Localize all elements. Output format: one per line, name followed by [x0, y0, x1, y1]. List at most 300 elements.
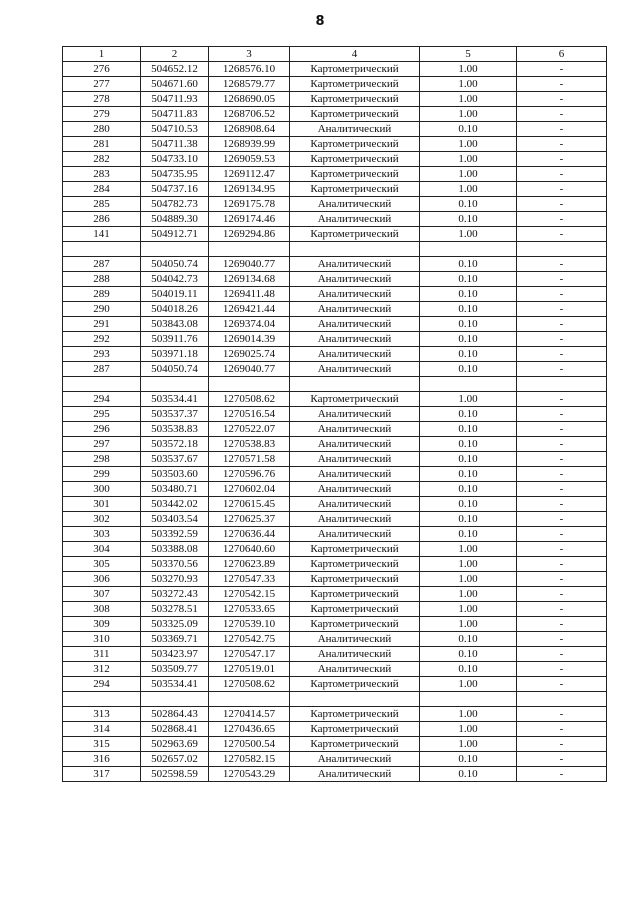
table-cell: 1.00 — [420, 707, 517, 722]
table-cell: - — [517, 167, 607, 182]
table-cell: 288 — [63, 272, 141, 287]
table-cell: Картометрический — [290, 722, 420, 737]
table-row — [63, 227, 607, 242]
table-cell: - — [517, 362, 607, 377]
table-cell: 1.00 — [420, 677, 517, 692]
table-cell: 1268939.99 — [209, 137, 290, 152]
table-cell: - — [517, 392, 607, 407]
table-cell: - — [517, 287, 607, 302]
table-cell: 0.10 — [420, 767, 517, 782]
table-cell: Аналитический — [290, 632, 420, 647]
table-cell: 285 — [63, 197, 141, 212]
table-cell: Картометрический — [290, 107, 420, 122]
empty-cell — [517, 692, 607, 707]
table-cell: 504889.30 — [141, 212, 209, 227]
table-cell: 0.10 — [420, 317, 517, 332]
table-cell: 304 — [63, 542, 141, 557]
table-cell: - — [517, 647, 607, 662]
empty-cell — [141, 377, 209, 392]
empty-cell — [63, 377, 141, 392]
table-cell: 1269025.74 — [209, 347, 290, 362]
table-cell: 503370.56 — [141, 557, 209, 572]
empty-cell — [141, 242, 209, 257]
table-cell: 307 — [63, 587, 141, 602]
table-cell: - — [517, 767, 607, 782]
table-cell: Аналитический — [290, 362, 420, 377]
table-row — [63, 392, 607, 407]
table-cell: Аналитический — [290, 647, 420, 662]
table-cell: 1270602.04 — [209, 482, 290, 497]
table-cell: 503911.76 — [141, 332, 209, 347]
table-cell: - — [517, 182, 607, 197]
table-cell: - — [517, 92, 607, 107]
table-cell: - — [517, 257, 607, 272]
table-cell: Картометрический — [290, 557, 420, 572]
table-row — [63, 527, 607, 542]
table-cell: 1269059.53 — [209, 152, 290, 167]
table-row — [63, 152, 607, 167]
empty-cell — [63, 692, 141, 707]
table-cell: - — [517, 467, 607, 482]
group-separator-row — [63, 377, 607, 392]
table-cell: 1270516.54 — [209, 407, 290, 422]
table-cell: - — [517, 452, 607, 467]
table-row — [63, 662, 607, 677]
table-cell: - — [517, 407, 607, 422]
table-cell: 317 — [63, 767, 141, 782]
table-cell: 503509.77 — [141, 662, 209, 677]
table-cell: 294 — [63, 677, 141, 692]
table-row — [63, 272, 607, 287]
table-cell: Картометрический — [290, 677, 420, 692]
empty-cell — [517, 377, 607, 392]
table-cell: 276 — [63, 62, 141, 77]
table-cell: Аналитический — [290, 662, 420, 677]
table-cell: 1.00 — [420, 227, 517, 242]
table-cell: 502963.69 — [141, 737, 209, 752]
table-cell: 0.10 — [420, 257, 517, 272]
table-cell: 1270640.60 — [209, 542, 290, 557]
table-cell: 1.00 — [420, 152, 517, 167]
table-row — [63, 137, 607, 152]
table-row — [63, 497, 607, 512]
table-cell: 1270436.65 — [209, 722, 290, 737]
table-row — [63, 212, 607, 227]
table-cell: 1270547.33 — [209, 572, 290, 587]
table-cell: 503442.02 — [141, 497, 209, 512]
table-cell: 1.00 — [420, 137, 517, 152]
table-cell: - — [517, 617, 607, 632]
table-body — [63, 62, 607, 782]
table-cell: 1.00 — [420, 182, 517, 197]
table-cell: 503534.41 — [141, 392, 209, 407]
table-cell: - — [517, 602, 607, 617]
table-cell: 504050.74 — [141, 362, 209, 377]
table-cell: - — [517, 707, 607, 722]
table-cell: - — [517, 482, 607, 497]
table-cell: 504711.93 — [141, 92, 209, 107]
table-cell: 504737.16 — [141, 182, 209, 197]
table-cell: 298 — [63, 452, 141, 467]
table-cell: - — [517, 227, 607, 242]
table-cell: - — [517, 662, 607, 677]
table-cell: 279 — [63, 107, 141, 122]
table-cell: 0.10 — [420, 647, 517, 662]
table-cell: 0.10 — [420, 272, 517, 287]
table-cell: Картометрический — [290, 737, 420, 752]
table-cell: 277 — [63, 77, 141, 92]
table-cell: Картометрический — [290, 167, 420, 182]
table-cell: 316 — [63, 752, 141, 767]
table-cell: 283 — [63, 167, 141, 182]
table-cell: 504018.26 — [141, 302, 209, 317]
table-row — [63, 617, 607, 632]
table-cell: 502657.02 — [141, 752, 209, 767]
empty-cell — [209, 692, 290, 707]
table-cell: 1270508.62 — [209, 677, 290, 692]
table-cell: - — [517, 422, 607, 437]
table-cell: 1270522.07 — [209, 422, 290, 437]
table-row — [63, 122, 607, 137]
table-row — [63, 407, 607, 422]
table-cell: - — [517, 497, 607, 512]
table-cell: 1.00 — [420, 92, 517, 107]
table-cell: 504711.38 — [141, 137, 209, 152]
table-cell: 504671.60 — [141, 77, 209, 92]
empty-cell — [420, 377, 517, 392]
table-cell: Аналитический — [290, 347, 420, 362]
table-cell: 312 — [63, 662, 141, 677]
table-cell: 0.10 — [420, 122, 517, 137]
table-cell: 1268576.10 — [209, 62, 290, 77]
table-cell: 1270500.54 — [209, 737, 290, 752]
table-cell: - — [517, 677, 607, 692]
table-cell: 0.10 — [420, 407, 517, 422]
table-cell: 504782.73 — [141, 197, 209, 212]
table-cell: 502864.43 — [141, 707, 209, 722]
table-cell: 1270538.83 — [209, 437, 290, 452]
coordinates-table — [62, 46, 607, 782]
table-cell: Аналитический — [290, 197, 420, 212]
table-cell: 1.00 — [420, 107, 517, 122]
table-cell: Картометрический — [290, 707, 420, 722]
table-cell: Аналитический — [290, 272, 420, 287]
table-cell: 1.00 — [420, 602, 517, 617]
table-cell: 1.00 — [420, 167, 517, 182]
table-cell: 1270543.29 — [209, 767, 290, 782]
table-cell: 1270623.89 — [209, 557, 290, 572]
table-cell: 503272.43 — [141, 587, 209, 602]
table-cell: Аналитический — [290, 527, 420, 542]
table-cell: 503971.18 — [141, 347, 209, 362]
table-row — [63, 197, 607, 212]
table-cell: - — [517, 302, 607, 317]
column-header: 3 — [209, 47, 290, 62]
table-cell: Аналитический — [290, 437, 420, 452]
table-row — [63, 707, 607, 722]
table-cell: 1269040.77 — [209, 257, 290, 272]
table-cell: 503537.37 — [141, 407, 209, 422]
table-cell: 1.00 — [420, 77, 517, 92]
page-number: 8 — [315, 14, 325, 29]
table-row — [63, 332, 607, 347]
empty-cell — [63, 242, 141, 257]
table-cell: - — [517, 332, 607, 347]
table-cell: Аналитический — [290, 302, 420, 317]
table-cell: 1270414.57 — [209, 707, 290, 722]
table-row — [63, 422, 607, 437]
table-cell: 305 — [63, 557, 141, 572]
table-cell: 0.10 — [420, 212, 517, 227]
table-cell: 306 — [63, 572, 141, 587]
table-cell: 278 — [63, 92, 141, 107]
table-row — [63, 287, 607, 302]
table-cell: 301 — [63, 497, 141, 512]
table-cell: - — [517, 587, 607, 602]
table-cell: 281 — [63, 137, 141, 152]
table-cell: 503534.41 — [141, 677, 209, 692]
table-cell: 502598.59 — [141, 767, 209, 782]
table-cell: Картометрический — [290, 62, 420, 77]
table-cell: 1270596.76 — [209, 467, 290, 482]
table-cell: 0.10 — [420, 362, 517, 377]
table-cell: 503392.59 — [141, 527, 209, 542]
table-cell: Картометрический — [290, 392, 420, 407]
table-cell: 0.10 — [420, 482, 517, 497]
table-cell: 504733.10 — [141, 152, 209, 167]
table-cell: 287 — [63, 362, 141, 377]
table-cell: 309 — [63, 617, 141, 632]
table-cell: 0.10 — [420, 662, 517, 677]
table-cell: 308 — [63, 602, 141, 617]
table-cell: 289 — [63, 287, 141, 302]
table-cell: 299 — [63, 467, 141, 482]
table-cell: 1270615.45 — [209, 497, 290, 512]
table-cell: 0.10 — [420, 347, 517, 362]
table-row — [63, 542, 607, 557]
table-row — [63, 302, 607, 317]
table-cell: 1270542.15 — [209, 587, 290, 602]
table-cell: 503369.71 — [141, 632, 209, 647]
empty-cell — [141, 692, 209, 707]
empty-cell — [420, 242, 517, 257]
table-cell: 286 — [63, 212, 141, 227]
table-cell: 1.00 — [420, 587, 517, 602]
table-cell: 1268908.64 — [209, 122, 290, 137]
table-cell: - — [517, 347, 607, 362]
table-cell: 503403.54 — [141, 512, 209, 527]
table-cell: 311 — [63, 647, 141, 662]
empty-cell — [420, 692, 517, 707]
table-cell: Аналитический — [290, 122, 420, 137]
table-cell: Картометрический — [290, 587, 420, 602]
table-row — [63, 362, 607, 377]
table-cell: 313 — [63, 707, 141, 722]
table-cell: 0.10 — [420, 527, 517, 542]
table-cell: 314 — [63, 722, 141, 737]
table-cell: 0.10 — [420, 452, 517, 467]
table-cell: 302 — [63, 512, 141, 527]
table-cell: 504652.12 — [141, 62, 209, 77]
table-cell: 1269134.95 — [209, 182, 290, 197]
table-cell: Аналитический — [290, 467, 420, 482]
table-cell: 504912.71 — [141, 227, 209, 242]
table-cell: 504710.53 — [141, 122, 209, 137]
table-cell: 1269174.46 — [209, 212, 290, 227]
table-cell: 0.10 — [420, 197, 517, 212]
table-cell: 1270547.17 — [209, 647, 290, 662]
table-cell: 282 — [63, 152, 141, 167]
table-cell: 1.00 — [420, 737, 517, 752]
table-cell: Аналитический — [290, 752, 420, 767]
table-cell: 1270533.65 — [209, 602, 290, 617]
table-cell: Картометрический — [290, 182, 420, 197]
table-cell: Картометрический — [290, 542, 420, 557]
table-row — [63, 167, 607, 182]
table-cell: 504042.73 — [141, 272, 209, 287]
empty-cell — [209, 377, 290, 392]
empty-cell — [290, 692, 420, 707]
table-cell: 0.10 — [420, 632, 517, 647]
table-cell: - — [517, 122, 607, 137]
table-cell: 297 — [63, 437, 141, 452]
table-cell: 295 — [63, 407, 141, 422]
table-cell: Аналитический — [290, 407, 420, 422]
table-cell: 1270625.37 — [209, 512, 290, 527]
group-separator-row — [63, 692, 607, 707]
table-row — [63, 572, 607, 587]
table-cell: 0.10 — [420, 497, 517, 512]
empty-cell — [290, 377, 420, 392]
table-row — [63, 347, 607, 362]
table-cell: 290 — [63, 302, 141, 317]
table-cell: Картометрический — [290, 92, 420, 107]
table-cell: 1268579.77 — [209, 77, 290, 92]
table-cell: - — [517, 542, 607, 557]
table-cell: 504735.95 — [141, 167, 209, 182]
table-cell: Картометрический — [290, 617, 420, 632]
table-cell: - — [517, 197, 607, 212]
table-cell: 1269421.44 — [209, 302, 290, 317]
column-header: 4 — [290, 47, 420, 62]
table-cell: 504711.83 — [141, 107, 209, 122]
table-cell: 504019.11 — [141, 287, 209, 302]
table-cell: 503325.09 — [141, 617, 209, 632]
table-cell: Картометрический — [290, 572, 420, 587]
table-cell: 1269112.47 — [209, 167, 290, 182]
table-cell: 503538.83 — [141, 422, 209, 437]
table-cell: Картометрический — [290, 227, 420, 242]
table-cell: 503572.18 — [141, 437, 209, 452]
table-cell: 1270519.01 — [209, 662, 290, 677]
table-cell: 503278.51 — [141, 602, 209, 617]
table-cell: 1.00 — [420, 62, 517, 77]
table-row — [63, 482, 607, 497]
column-header: 2 — [141, 47, 209, 62]
table-header-row — [63, 47, 607, 62]
table-cell: 503843.08 — [141, 317, 209, 332]
table-cell: Аналитический — [290, 452, 420, 467]
table-row — [63, 77, 607, 92]
table-row — [63, 632, 607, 647]
table-cell: - — [517, 62, 607, 77]
table-cell: Аналитический — [290, 497, 420, 512]
table-row — [63, 722, 607, 737]
table-cell: Аналитический — [290, 257, 420, 272]
table-cell: 294 — [63, 392, 141, 407]
empty-cell — [290, 242, 420, 257]
table-cell: - — [517, 77, 607, 92]
table-cell: - — [517, 752, 607, 767]
table-cell: - — [517, 557, 607, 572]
table-cell: 1.00 — [420, 572, 517, 587]
table-cell: 1270571.58 — [209, 452, 290, 467]
table-row — [63, 182, 607, 197]
table-cell: 1269374.04 — [209, 317, 290, 332]
table-cell: 1270542.75 — [209, 632, 290, 647]
table-cell: 1269134.68 — [209, 272, 290, 287]
table-cell: Аналитический — [290, 332, 420, 347]
table-cell: 504050.74 — [141, 257, 209, 272]
empty-cell — [517, 242, 607, 257]
table-cell: 296 — [63, 422, 141, 437]
table-cell: - — [517, 572, 607, 587]
table-cell: 503388.08 — [141, 542, 209, 557]
table-cell: 503270.93 — [141, 572, 209, 587]
table-cell: Аналитический — [290, 422, 420, 437]
table-cell: Картометрический — [290, 602, 420, 617]
table-cell: 1.00 — [420, 557, 517, 572]
table-row — [63, 437, 607, 452]
table-cell: 503423.97 — [141, 647, 209, 662]
table-cell: Картометрический — [290, 152, 420, 167]
table-cell: 503503.60 — [141, 467, 209, 482]
table-cell: 1269040.77 — [209, 362, 290, 377]
table-cell: 503537.67 — [141, 452, 209, 467]
table-cell: - — [517, 137, 607, 152]
empty-cell — [209, 242, 290, 257]
table-row — [63, 647, 607, 662]
table-cell: 0.10 — [420, 752, 517, 767]
table-row — [63, 317, 607, 332]
table-cell: Аналитический — [290, 512, 420, 527]
table-cell: Аналитический — [290, 482, 420, 497]
table-cell: - — [517, 152, 607, 167]
table-cell: Картометрический — [290, 137, 420, 152]
table-cell: 0.10 — [420, 302, 517, 317]
table-cell: 300 — [63, 482, 141, 497]
table-cell: 315 — [63, 737, 141, 752]
table-cell: Аналитический — [290, 287, 420, 302]
table-cell: - — [517, 722, 607, 737]
table-cell: 1.00 — [420, 542, 517, 557]
table-row — [63, 467, 607, 482]
table-cell: 1270582.15 — [209, 752, 290, 767]
table-cell: - — [517, 317, 607, 332]
table-row — [63, 92, 607, 107]
table-cell: - — [517, 512, 607, 527]
table-cell: 1268706.52 — [209, 107, 290, 122]
table-cell: - — [517, 632, 607, 647]
table-cell: - — [517, 527, 607, 542]
table-row — [63, 767, 607, 782]
table-cell: 292 — [63, 332, 141, 347]
table-cell: 1269411.48 — [209, 287, 290, 302]
table-cell: 1270508.62 — [209, 392, 290, 407]
table-cell: 503480.71 — [141, 482, 209, 497]
table-cell: 0.10 — [420, 422, 517, 437]
table-cell: Аналитический — [290, 317, 420, 332]
